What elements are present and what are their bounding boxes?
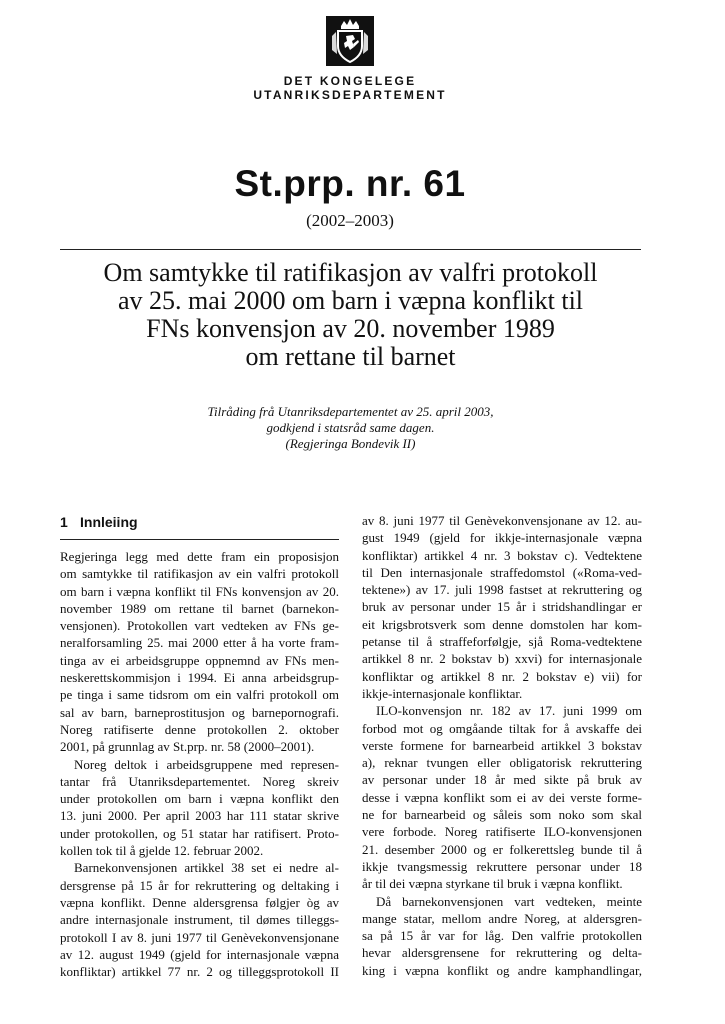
body-line: bruk av personar under 15 år i stridshandlingar er xyxy=(362,599,642,615)
body-line: hevar aldersgrensene for rekruttering og delta- xyxy=(362,945,642,961)
body-line: av personar under 18 år med sikte på bruk av xyxy=(362,772,642,788)
title-line: Om samtykke til ratifikasjon av valfri protokoll xyxy=(103,258,598,287)
body-line: verste formene for barnearbeid artikkel 3 bokstav xyxy=(362,737,642,753)
document-number: St.prp. nr. 61 xyxy=(234,163,466,204)
ministry-name-line1: DET KONGELEGE xyxy=(283,74,417,88)
body-line: tektene») av 17. juli 1998 fastset at rekruttering og xyxy=(362,582,642,598)
body-line: dersgrense på 15 år for rekruttering og deltaking i xyxy=(60,877,339,893)
session-years: (2002–2003) xyxy=(306,211,394,230)
body-line: a), reknar tvungen eller obligatorisk rekruttering xyxy=(362,755,642,771)
recommendation-line: Tilråding frå Utanriksdepartementet av 25. april 2003, xyxy=(207,404,494,419)
section-heading xyxy=(60,512,339,540)
body-line: andre internasjonale instrument, til dømes tilleggs- xyxy=(60,912,339,928)
body-line: 2001, på grunnlag av St.prp. nr. 58 (2000–2001). xyxy=(60,739,315,755)
body-line: 13. juni 2000. Per april 2003 har 111 statar skrive xyxy=(60,808,339,824)
title-line: FNs konvensjon av 20. november 1989 xyxy=(146,314,555,343)
coat-of-arms-logo xyxy=(326,16,374,66)
body-line: ikkje tvangsmessig rekruttere personar under 18 xyxy=(362,858,642,874)
body-line: konfliktar) artikkel 77 nr. 2 og tilleggsprotokoll II xyxy=(60,964,339,980)
body-line: konfliktar) artikkel 4 nr. 3 bokstav c). Vedtektene xyxy=(362,547,642,563)
body-line: vere forbode. Noreg ratifiserte ILO-konvensjonen xyxy=(362,824,642,840)
recommendation-line: godkjend i statsråd same dagen. xyxy=(266,420,435,435)
title-line: av 25. mai 2000 om barn i væpna konflikt til xyxy=(117,286,584,315)
body-line: 21. desember 2000 og er folkerettsleg bunde til å xyxy=(362,841,642,857)
body-line: pe tinga i same tidsrom om ein valfri protokoll om xyxy=(60,687,339,703)
section-number: 1 xyxy=(60,514,68,530)
body-line: konfliktar og artikkel 8 nr. 2 bokstav e) vii) for xyxy=(362,668,642,684)
title-line: om rettane til barnet xyxy=(245,342,456,371)
recommendation-note xyxy=(60,404,641,452)
body-line: mange statar, mellom andre Noreg, at aldersgren- xyxy=(362,910,642,926)
body-line: november 1989 om rettane til barnet (barnekon- xyxy=(60,600,339,616)
body-line: Noreg ratifiserte denne protokollen 2. oktober xyxy=(60,721,339,737)
body-line: om samtykke til ratifikasjon av ein valfri protokoll xyxy=(60,566,339,582)
body-line: om barn i væpna konflikt til FNs konvensjon av 20. xyxy=(60,583,339,599)
right-column xyxy=(362,512,642,979)
document-title xyxy=(60,259,641,371)
body-line: king i væpna konflikt og andre kamphandlingar, xyxy=(362,962,642,978)
body-line: Barnekonvensjonen artikkel 38 set ei nedre al- xyxy=(74,860,339,876)
body-line: tantar frå Utanriksdepartementet. Noreg skreiv xyxy=(60,773,339,789)
body-line: sa på 15 år var for låg. Den valfrie protokollen xyxy=(362,928,642,944)
body-line: Då barnekonvensjonen vart vedteken, meinte xyxy=(376,893,642,909)
title-divider xyxy=(60,249,641,250)
body-line: protokoll I av 8. juni 1977 til Genèvekonvensjonane xyxy=(60,929,339,945)
body-line: kollen tok til å gjelde 12. februar 2002. xyxy=(60,843,264,859)
body-line: Regjeringa legg med dette fram ein proposisjon xyxy=(60,549,339,564)
body-line: artikkel 8 nr. 2 bokstav b) xxvi) for internasjonale xyxy=(362,651,642,667)
body-line: av 8. juni 1977 til Genèvekonvensjonane av 12. au- xyxy=(362,513,642,528)
body-line: forbod mot og omgåande tiltak for å avskaffe dei xyxy=(362,720,642,736)
ministry-name-line2: UTANRIKSDEPARTEMENT xyxy=(253,88,447,102)
body-line: Noreg deltok i arbeidsgruppene med represen- xyxy=(74,756,339,772)
body-line: sal av barn, barneprostitusjon og barnepornografi. xyxy=(60,704,339,720)
body-line: neskerettskommisjon i 1994. Ei anna arbeidsgrup- xyxy=(60,670,339,686)
body-line: av 12. august 1949 (gjeld for internasjonale væpna xyxy=(60,946,339,962)
body-line: tinga av ei arbeidsgruppe oppnemnd av FNs men- xyxy=(60,652,339,668)
body-line: vensjonen). Protokollen vart vedteken av FNs ge- xyxy=(60,618,339,634)
body-line: til Den internasjonale straffedomstol («Roma-ved- xyxy=(362,564,642,580)
body-line: under protokollen om barn i væpna konflikt den xyxy=(60,791,339,807)
body-line: neralforsamling 25. mai 2000 etter å ha vorte fram- xyxy=(60,635,339,651)
body-line: under protokollen, og 51 statar har ratifisert. Proto- xyxy=(60,825,339,841)
left-column xyxy=(60,512,339,980)
body-line: desse i væpna konflikt som ei av dei verste forme- xyxy=(362,789,642,805)
section-title: Innleiing xyxy=(80,514,138,530)
body-line: petanse til å straffeforfølgje, sjå Roma-vedtektene xyxy=(362,634,642,650)
body-line: ne for barnearbeid og såleis som noko som skal xyxy=(362,807,642,823)
body-line: ikkje-internasjonale konfliktar. xyxy=(362,685,523,701)
body-line: gust 1949 (gjeld for ikkje-internasjonale væpna xyxy=(362,530,642,546)
body-line: ILO-konvensjon nr. 182 av 17. juni 1999 om xyxy=(376,703,642,719)
body-line: eit krigsbrotsverk som denne domstolen har kom- xyxy=(362,616,642,632)
body-line: væpna konflikt. Denne aldersgrensa følgjer òg av xyxy=(60,894,339,910)
body-line: år til dei væpna styrkane til bruk i væpna konflikt. xyxy=(362,876,623,892)
recommendation-line: (Regjeringa Bondevik II) xyxy=(285,436,416,451)
